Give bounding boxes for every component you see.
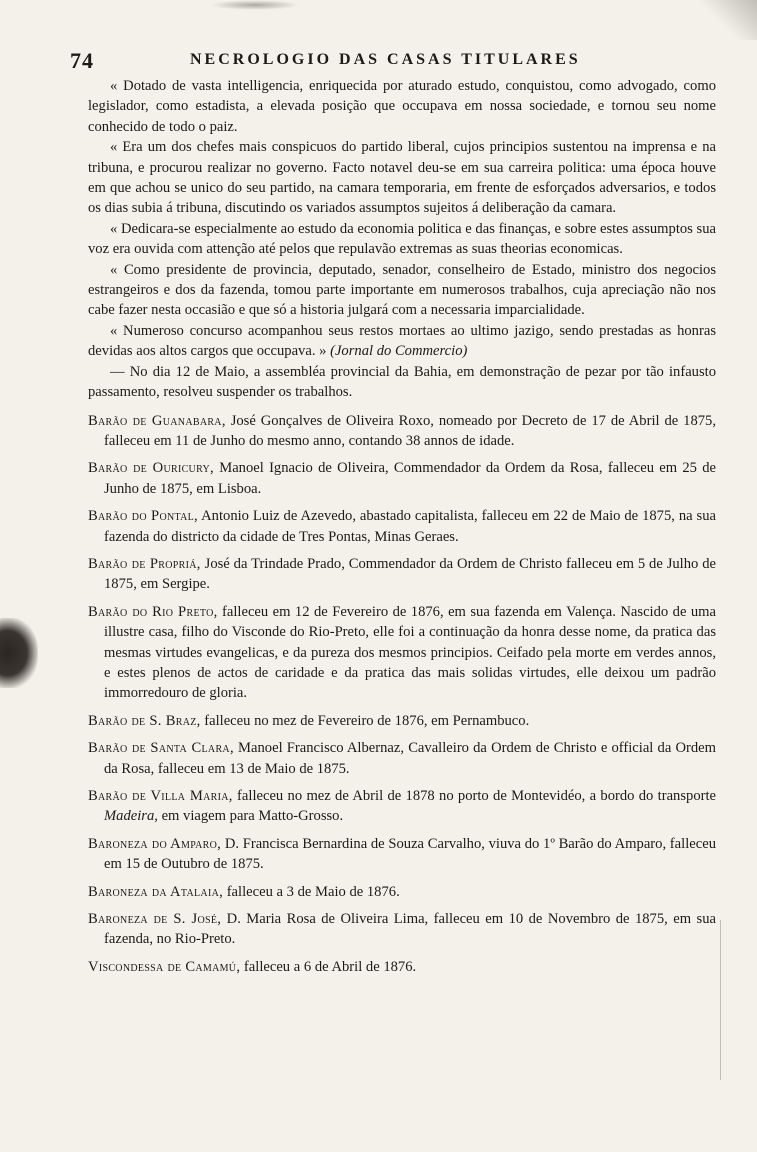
entry-title: Barão de Santa Clara, [88,740,234,757]
quote-paragraph: « Como presidente de provincia, deputado, senador, conselheiro de Estado, ministro dos negocios estrangeiros e dos da fazenda, tomou parte importante em numerosos trabalhos, cuja apreciação não nos cabe fazer nesta occasião e que só a historia julgará com a necessaria imparcialidade. [88,261,716,319]
obituary-entry [88,957,716,977]
entry-title: Baroneza do Amparo, [88,835,222,852]
entry-title: Barão de Villa Maria, [88,788,233,804]
obituary-entry [88,411,716,452]
quote-paragraph: « Dedicara-se especialmente ao estudo da economia politica e das finanças, e sobre estes assumptos sua voz era ouvida com attenção até pelos que repulavão extremas as suas theorias economicas. [88,220,716,258]
entry-title: Barão de Ouricury, [88,460,214,477]
obituary-entry [88,834,716,875]
obituary-entry [88,786,716,827]
ink-spot [0,618,38,688]
entry-text: Antonio Luiz de Azevedo, abastado capitalista, falleceu em 22 de Maio de 1875, na sua fazenda do districto da cidade de Tres Pontas, Minas Geraes. [104,508,716,545]
entry-title: Barão do Rio Preto, [88,603,218,620]
running-title: NECROLOGIO DAS CASAS TITULARES [190,51,581,68]
quote-paragraph: « Era um dos chefes mais conspicuos do partido liberal, cujos principios sustentou na imprensa e na tribuna, e procurou realizar no governo. Facto notavel deu-se em sua carreira politica: uma época houve em que achou se unico do seu partido, na camara temporaria, em frente de esforçados adversarios, e todos os dias subia á tribuna, discutindo os variados assumptos sujeitos á deliberação da camara. [88,139,716,217]
entry-text: falleceu a 3 de Maio de 1876. [223,883,400,900]
quote-paragraph-last [88,321,716,362]
bahia-note: — No dia 12 de Maio, a assembléa provincial da Bahia, em demonstração de pezar por tão infausto passamento, resolveu suspender os trabalhos. [88,363,716,401]
obituary-entry [88,506,716,547]
entry-title: Barão de Guanabara, [88,412,226,429]
quote-source: (Jornal do Commercio) [330,343,468,360]
ship-name: Madeira [104,808,155,825]
obituary-entry [88,882,716,902]
obituary-entry [88,711,716,731]
entry-text-cont: , em viagem para Matto-Grosso. [154,808,344,825]
entry-text: falleceu no mez de Fevereiro de 1876, em Pernambuco. [200,712,530,729]
entry-text: D. Maria Rosa de Oliveira Lima, falleceu em 10 de Novembro de 1875, em sua fazenda, no Rio-Preto. [104,911,716,948]
page-number: 74 [70,48,94,73]
entry-title: Baroneza de S. José, [88,911,222,928]
obituary-entry [88,602,716,704]
entry-text: José da Trindade Prado, Commendador da Ordem de Christo falleceu em 5 de Julho de 1875, em Sergipe. [104,555,716,593]
obituary-entry [88,738,716,779]
entry-text: falleceu a 6 de Abril de 1876. [240,958,417,975]
obituary-entry [88,554,716,595]
corner-smudge [697,0,757,40]
entry-title: Baroneza da Atalaia, [88,883,224,900]
obituary-entry [88,909,716,950]
ink-smudge [210,0,300,10]
entry-title: Barão de Propriá, [88,555,201,572]
entry-text: Manoel Ignacio de Oliveira, Commendador da Ordem da Rosa, falleceu em 25 de Junho de 1875, em Lisboa. [104,460,716,497]
entry-title: Barão de S. Braz, [88,712,201,729]
obituary-entry [88,458,716,499]
page-header [70,48,720,72]
entry-text: Manoel Francisco Albernaz, Cavalleiro da Ordem de Christo e official da Ordem da Rosa, falleceu em 13 de Maio de 1875. [104,740,716,777]
entry-text: José Gonçalves de Oliveira Roxo, nomeado por Decreto de 17 de Abril de 1875, falleceu em 11 de Junho do mesmo anno, contando 38 annos de idade. [104,412,716,449]
margin-rule [720,920,721,1080]
page-body [88,76,716,984]
entry-text: falleceu no mez de Abril de 1878 no porto de Montevidéo, a bordo do transporte [232,788,717,804]
entry-title: Viscondessa de Camamú, [88,958,241,975]
entry-text: D. Francisca Bernardina de Souza Carvalho, viuva do 1º Barão do Amparo, falleceu em 15 de Outubro de 1875. [104,835,716,873]
entry-text: falleceu em 12 de Fevereiro de 1876, em sua fazenda em Valença. Nascido de uma illustre casa, filho do Visconde do Rio-Preto, elle foi a continuação da honra desse nome, da pratica das mesmas virtudes evangelicas, e da pureza dos mesmos principios. Ceifado pela morte em verdes annos, e estes plenos de actos de caridade e da pratica das mais solidas virtudes, elle deixou um padrão immorredouro de gloria. [104,603,717,702]
quote-text: « Numeroso concurso acompanhou seus restos mortaes ao ultimo jazigo, sendo prestadas as honras devidas aos altos cargos que occupava. » [88,322,716,360]
entry-title: Barão do Pontal, [88,508,199,525]
quote-paragraph: « Dotado de vasta intelligencia, enriquecida por aturado estudo, conquistou, como advogado, como legislador, como estadista, a elevada posição que occupava em nossa sociedade, e tornou seu nome conhecido de todo o paiz. [88,78,716,135]
